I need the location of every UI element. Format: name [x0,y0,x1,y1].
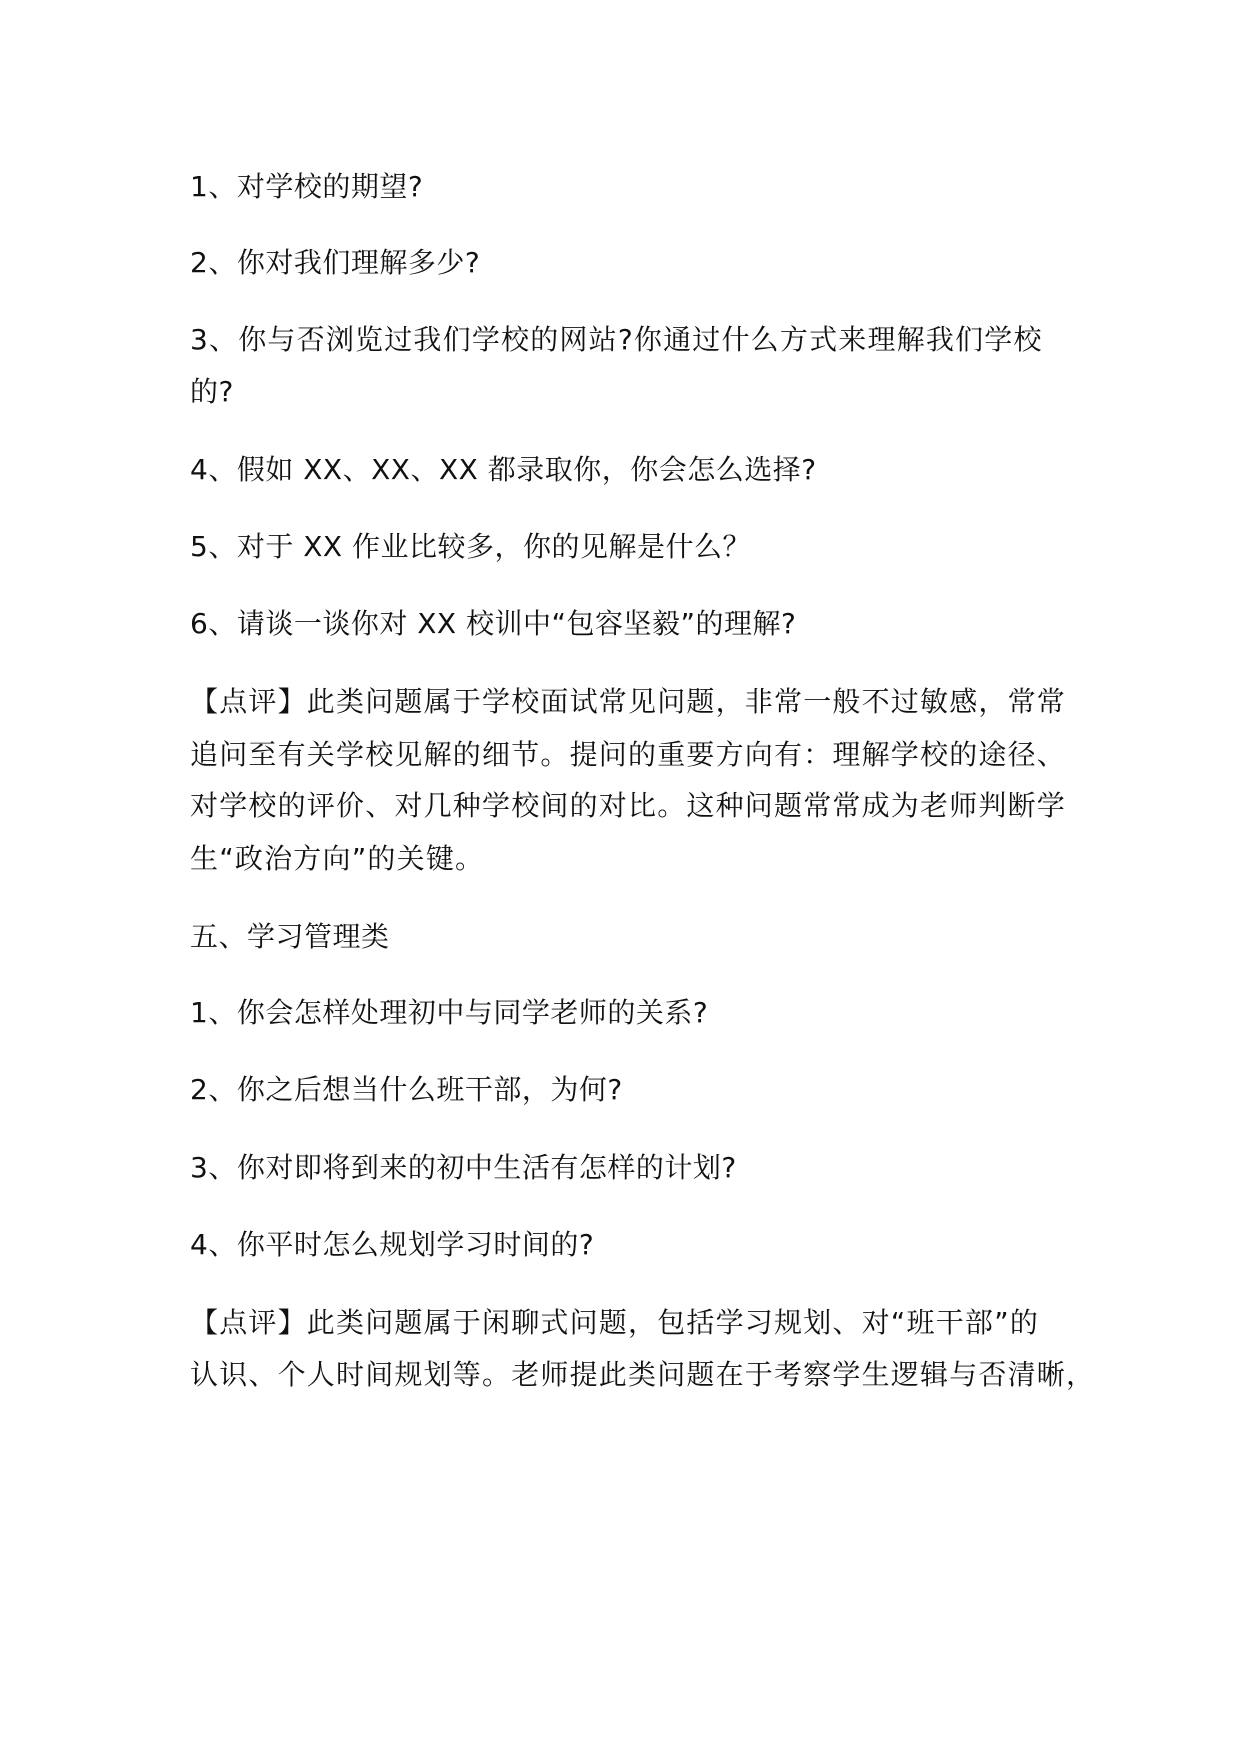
question-line: 2、你对我们理解多少? [190,246,481,279]
question-line: 3、你对即将到来的初中生活有怎样的计划? [190,1151,737,1184]
comment-line: 【点评】此类问题属于闲聊式问题，包括学习规划、对“班干部”的 [190,1306,1040,1339]
question-line: 2、你之后想当什么班干部，为何? [190,1073,623,1106]
question-line-continuation: 的? [190,375,234,408]
question-line: 1、对学校的期望? [190,170,424,203]
section-heading: 五、学习管理类 [190,920,390,953]
comment-line: 认识、个人时间规划等。老师提此类问题在于考察学生逻辑与否清晰， [190,1358,1096,1391]
question-line: 4、假如 XX、XX、XX 都录取你，你会怎么选择? [190,453,817,486]
comment-line: 生“政治方向”的关键。 [190,842,485,875]
comment-line: 追问至有关学校见解的细节。提问的重要方向有：理解学校的途径、 [190,738,1067,771]
question-line: 1、你会怎样处理初中与同学老师的关系? [190,996,709,1029]
comment-line: 【点评】此类问题属于学校面试常见问题，非常一般不过敏感，常常 [190,685,1067,718]
question-line: 3、你与否浏览过我们学校的网站?你通过什么方式来理解我们学校 [190,323,1043,356]
question-line: 5、对于 XX 作业比较多，你的见解是什么？ [190,530,751,563]
question-line: 6、请谈一谈你对 XX 校训中“包容坚毅”的理解? [190,607,797,640]
comment-line: 对学校的评价、对几种学校间的对比。这种问题常常成为老师判断学 [190,789,1067,822]
question-line: 4、你平时怎么规划学习时间的? [190,1228,595,1261]
